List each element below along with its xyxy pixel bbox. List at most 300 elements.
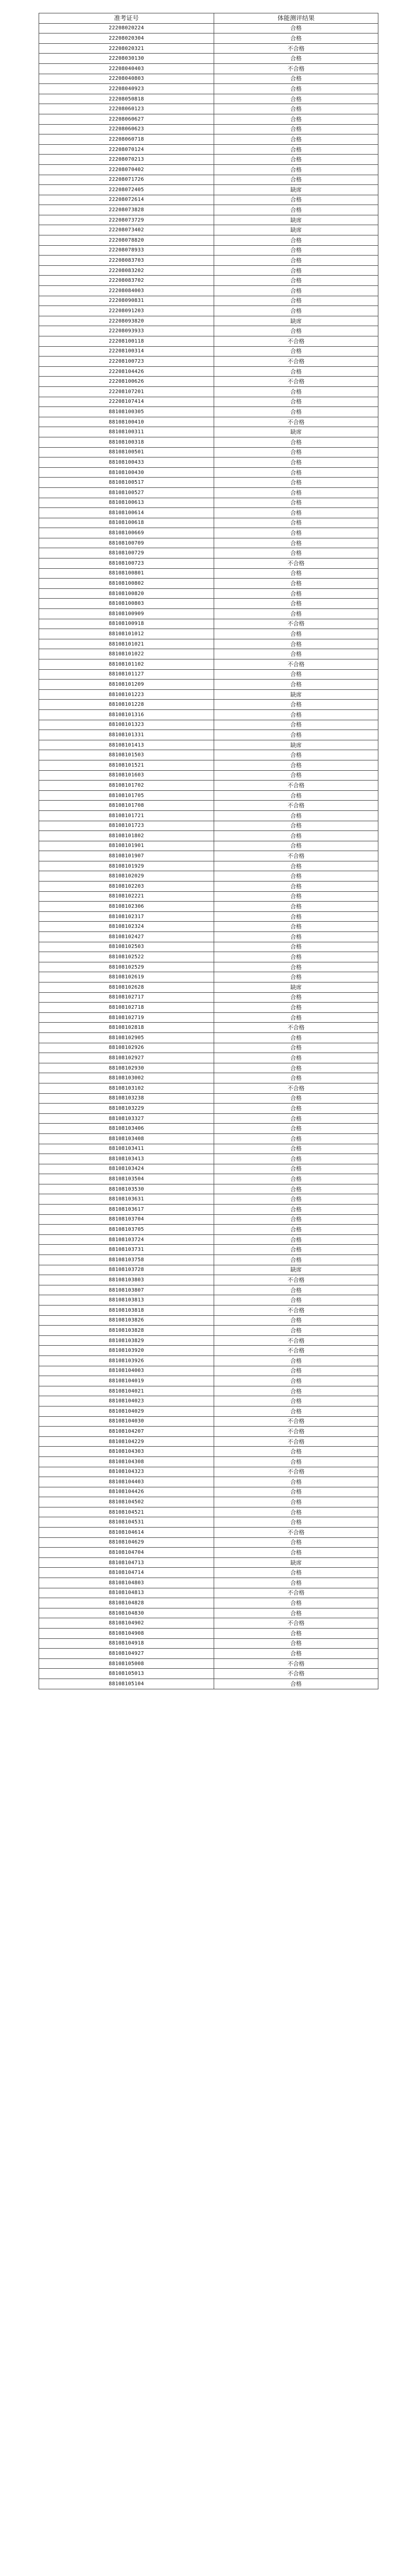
exam-id-cell: 88108103704 [39, 1214, 214, 1225]
table-row [39, 155, 378, 165]
result-cell: 合格 [214, 1487, 378, 1497]
table-row [39, 357, 378, 367]
table-row [39, 1133, 378, 1144]
result-cell: 合格 [214, 1315, 378, 1326]
table-row [39, 1174, 378, 1184]
table-row [39, 104, 378, 114]
exam-id-cell: 88108100723 [39, 558, 214, 569]
table-row [39, 801, 378, 811]
table-row [39, 1578, 378, 1588]
exam-id-cell: 88108104908 [39, 1629, 214, 1639]
table-row [39, 1427, 378, 1437]
table-row [39, 558, 378, 569]
exam-id-cell: 88108103731 [39, 1245, 214, 1255]
table-row [39, 1346, 378, 1356]
exam-id-cell: 22208070402 [39, 164, 214, 175]
exam-id-cell: 88108100501 [39, 447, 214, 457]
result-cell: 合格 [214, 1447, 378, 1457]
exam-id-cell: 88108102427 [39, 932, 214, 942]
exam-id-cell: 88108100669 [39, 528, 214, 538]
exam-id-cell: 22208060623 [39, 124, 214, 134]
result-cell: 缺席 [214, 740, 378, 750]
table-row [39, 1255, 378, 1265]
table-row [39, 882, 378, 892]
table-row [39, 1275, 378, 1285]
table-row [39, 599, 378, 609]
result-cell: 不合格 [214, 1658, 378, 1669]
result-cell: 缺席 [214, 1557, 378, 1568]
result-cell: 合格 [214, 1133, 378, 1144]
exam-id-cell: 88108102818 [39, 1023, 214, 1033]
exam-id-cell: 22208104426 [39, 366, 214, 377]
result-cell: 合格 [214, 235, 378, 246]
result-cell: 不合格 [214, 377, 378, 387]
table-row [39, 1638, 378, 1649]
table-row [39, 225, 378, 235]
result-cell: 不合格 [214, 1023, 378, 1033]
table-row [39, 1436, 378, 1447]
table-row [39, 962, 378, 972]
table-row [39, 1063, 378, 1073]
result-cell: 缺席 [214, 427, 378, 437]
exam-id-cell: 88108100801 [39, 568, 214, 579]
table-row [39, 528, 378, 538]
result-cell: 合格 [214, 1638, 378, 1649]
exam-id-cell: 22208060718 [39, 134, 214, 145]
result-cell: 合格 [214, 700, 378, 710]
exam-id-cell: 88108104303 [39, 1447, 214, 1457]
exam-id-cell: 88108102203 [39, 882, 214, 892]
exam-id-cell: 88108101721 [39, 810, 214, 821]
table-row [39, 1315, 378, 1326]
table-row [39, 1588, 378, 1598]
exam-id-cell: 88108103413 [39, 1154, 214, 1164]
exam-id-cell: 88108101102 [39, 659, 214, 670]
table-row [39, 740, 378, 750]
results-table [39, 13, 378, 1689]
exam-id-cell: 22208040403 [39, 63, 214, 74]
table-row [39, 579, 378, 589]
result-cell: 合格 [214, 54, 378, 64]
exam-id-cell: 88108100909 [39, 609, 214, 619]
exam-id-cell: 88108102324 [39, 922, 214, 932]
exam-id-cell: 88108101702 [39, 781, 214, 791]
result-cell: 合格 [214, 790, 378, 801]
table-row [39, 680, 378, 690]
table-row [39, 296, 378, 306]
result-cell: 合格 [214, 568, 378, 579]
exam-id-cell: 88108100802 [39, 579, 214, 589]
exam-id-cell: 88108104828 [39, 1598, 214, 1608]
table-row [39, 54, 378, 64]
exam-id-cell: 22208073828 [39, 205, 214, 215]
result-cell: 不合格 [214, 558, 378, 569]
result-cell: 合格 [214, 326, 378, 336]
exam-id-cell: 88108101127 [39, 669, 214, 680]
exam-id-cell: 88108103803 [39, 1275, 214, 1285]
result-cell: 合格 [214, 942, 378, 952]
exam-id-cell: 88108104003 [39, 1366, 214, 1376]
exam-id-cell: 22208072614 [39, 195, 214, 205]
table-row [39, 810, 378, 821]
result-cell: 合格 [214, 94, 378, 104]
table-row [39, 256, 378, 266]
table-row [39, 1649, 378, 1659]
result-cell: 合格 [214, 932, 378, 942]
table-row [39, 669, 378, 680]
exam-id-cell: 88108103813 [39, 1295, 214, 1306]
table-row [39, 518, 378, 528]
result-cell: 合格 [214, 1537, 378, 1548]
table-row [39, 781, 378, 791]
result-cell: 合格 [214, 528, 378, 538]
result-cell: 合格 [214, 265, 378, 276]
table-row [39, 871, 378, 882]
exam-id-cell: 88108101503 [39, 750, 214, 760]
result-cell: 合格 [214, 1649, 378, 1659]
exam-id-cell: 88108105104 [39, 1679, 214, 1689]
result-cell: 不合格 [214, 781, 378, 791]
table-row [39, 1598, 378, 1608]
table-row [39, 487, 378, 498]
table-row [39, 609, 378, 619]
table-row [39, 1568, 378, 1578]
exam-id-cell: 88108103408 [39, 1133, 214, 1144]
result-cell: 不合格 [214, 1588, 378, 1598]
table-row [39, 649, 378, 659]
table-row [39, 1144, 378, 1154]
result-cell: 不合格 [214, 1436, 378, 1447]
result-cell: 合格 [214, 467, 378, 478]
exam-id-cell: 88108104629 [39, 1537, 214, 1548]
exam-id-cell: 88108103818 [39, 1306, 214, 1316]
result-cell: 合格 [214, 1012, 378, 1023]
result-cell: 合格 [214, 1355, 378, 1366]
result-cell: 不合格 [214, 1275, 378, 1285]
exam-id-cell: 22208083703 [39, 256, 214, 266]
result-cell: 合格 [214, 104, 378, 114]
exam-id-cell: 88108103504 [39, 1174, 214, 1184]
result-cell: 不合格 [214, 659, 378, 670]
result-cell: 合格 [214, 397, 378, 407]
exam-id-cell: 88108100709 [39, 538, 214, 548]
exam-id-cell: 22208050818 [39, 94, 214, 104]
exam-id-cell: 88108101705 [39, 790, 214, 801]
table-row [39, 366, 378, 377]
table-row [39, 639, 378, 649]
exam-id-cell: 88108103102 [39, 1083, 214, 1093]
result-cell: 合格 [214, 629, 378, 639]
exam-id-cell: 22208083702 [39, 276, 214, 286]
table-row [39, 63, 378, 74]
exam-id-cell: 88108104308 [39, 1456, 214, 1467]
result-cell: 合格 [214, 680, 378, 690]
result-cell: 缺席 [214, 689, 378, 700]
exam-id-cell: 88108103530 [39, 1184, 214, 1194]
exam-id-cell: 88108105013 [39, 1669, 214, 1679]
exam-id-cell: 88108100410 [39, 417, 214, 427]
table-row [39, 326, 378, 336]
exam-id-cell: 88108102717 [39, 992, 214, 1003]
exam-id-cell: 88108103327 [39, 1113, 214, 1124]
table-row [39, 1396, 378, 1406]
result-cell: 合格 [214, 548, 378, 558]
exam-id-cell: 88108101223 [39, 689, 214, 700]
result-cell: 合格 [214, 1073, 378, 1083]
result-cell: 合格 [214, 1295, 378, 1306]
table-row [39, 215, 378, 225]
table-row [39, 720, 378, 730]
result-cell: 合格 [214, 1366, 378, 1376]
exam-id-cell: 88108102029 [39, 871, 214, 882]
exam-id-cell: 88108102306 [39, 902, 214, 912]
result-cell: 合格 [214, 871, 378, 882]
result-cell: 合格 [214, 1144, 378, 1154]
result-cell: 合格 [214, 1507, 378, 1517]
result-cell: 合格 [214, 609, 378, 619]
result-cell: 不合格 [214, 801, 378, 811]
table-row [39, 498, 378, 508]
result-cell: 合格 [214, 1608, 378, 1618]
exam-id-cell: 88108101012 [39, 629, 214, 639]
table-row [39, 982, 378, 993]
table-row [39, 235, 378, 246]
result-cell: 合格 [214, 518, 378, 528]
result-cell: 合格 [214, 1497, 378, 1507]
exam-id-cell: 88108104229 [39, 1436, 214, 1447]
table-row [39, 911, 378, 922]
table-row [39, 114, 378, 124]
result-cell: 合格 [214, 669, 378, 680]
result-cell: 合格 [214, 1386, 378, 1396]
table-row [39, 1548, 378, 1558]
result-cell: 合格 [214, 478, 378, 488]
table-row [39, 1477, 378, 1487]
exam-id-cell: 88108103424 [39, 1164, 214, 1174]
result-cell: 合格 [214, 882, 378, 892]
exam-id-cell: 22208093820 [39, 316, 214, 326]
result-cell: 合格 [214, 276, 378, 286]
exam-id-cell: 88108102522 [39, 952, 214, 962]
exam-id-cell: 88108104531 [39, 1517, 214, 1528]
result-cell: 合格 [214, 1043, 378, 1053]
result-cell: 不合格 [214, 1669, 378, 1679]
table-row [39, 1245, 378, 1255]
result-cell: 合格 [214, 144, 378, 155]
exam-id-cell: 22208071726 [39, 175, 214, 185]
exam-id-cell: 88108100433 [39, 457, 214, 468]
result-cell: 合格 [214, 245, 378, 256]
results-sheet [39, 13, 378, 1689]
header-result: 体能测评结果 [214, 13, 378, 24]
table-row [39, 43, 378, 54]
result-cell: 合格 [214, 831, 378, 841]
result-cell: 合格 [214, 457, 378, 468]
result-cell: 合格 [214, 84, 378, 94]
table-row [39, 377, 378, 387]
table-row [39, 1234, 378, 1245]
table-row [39, 1406, 378, 1416]
exam-id-cell: 88108104927 [39, 1649, 214, 1659]
exam-id-cell: 88108105008 [39, 1658, 214, 1669]
result-cell: 合格 [214, 1053, 378, 1063]
exam-id-cell: 88108103411 [39, 1144, 214, 1154]
table-row [39, 1355, 378, 1366]
exam-id-cell: 88108101901 [39, 841, 214, 851]
result-cell: 合格 [214, 1104, 378, 1114]
result-cell: 合格 [214, 1124, 378, 1134]
table-row [39, 709, 378, 720]
exam-id-cell: 22208093933 [39, 326, 214, 336]
table-row [39, 306, 378, 316]
table-row [39, 851, 378, 861]
exam-id-cell: 88108100729 [39, 548, 214, 558]
table-row [39, 457, 378, 468]
result-cell: 合格 [214, 23, 378, 33]
result-cell: 缺席 [214, 1265, 378, 1275]
exam-id-cell: 22208100118 [39, 336, 214, 347]
exam-id-cell: 88108102926 [39, 1043, 214, 1053]
exam-id-cell: 88108104426 [39, 1487, 214, 1497]
table-row [39, 1043, 378, 1053]
result-cell: 不合格 [214, 357, 378, 367]
table-row [39, 94, 378, 104]
result-cell: 合格 [214, 1396, 378, 1406]
table-row [39, 467, 378, 478]
result-cell: 合格 [214, 124, 378, 134]
table-row [39, 861, 378, 871]
exam-id-cell: 22208107414 [39, 397, 214, 407]
result-cell: 合格 [214, 538, 378, 548]
exam-id-cell: 88108101021 [39, 639, 214, 649]
table-row [39, 1285, 378, 1295]
table-row [39, 659, 378, 670]
result-cell: 合格 [214, 750, 378, 760]
result-cell: 合格 [214, 730, 378, 740]
result-cell: 不合格 [214, 1083, 378, 1093]
table-row [39, 1669, 378, 1679]
result-cell: 不合格 [214, 1618, 378, 1629]
table-row [39, 245, 378, 256]
exam-id-cell: 88108104030 [39, 1416, 214, 1427]
table-row [39, 397, 378, 407]
exam-id-cell: 88108103238 [39, 1093, 214, 1104]
result-cell: 合格 [214, 447, 378, 457]
exam-id-cell: 88108101929 [39, 861, 214, 871]
result-cell: 合格 [214, 1174, 378, 1184]
exam-id-cell: 22208040923 [39, 84, 214, 94]
table-row [39, 1023, 378, 1033]
table-row [39, 1104, 378, 1114]
result-cell: 不合格 [214, 43, 378, 54]
result-cell: 合格 [214, 74, 378, 84]
result-cell: 合格 [214, 498, 378, 508]
table-row [39, 730, 378, 740]
exam-id-cell: 88108101316 [39, 709, 214, 720]
exam-id-cell: 88108101521 [39, 760, 214, 770]
result-cell: 合格 [214, 911, 378, 922]
result-cell: 合格 [214, 437, 378, 447]
exam-id-cell: 88108100613 [39, 498, 214, 508]
table-row [39, 74, 378, 84]
exam-id-cell: 22208100314 [39, 346, 214, 357]
table-row [39, 902, 378, 912]
table-row [39, 316, 378, 326]
exam-id-cell: 88108102930 [39, 1063, 214, 1073]
exam-id-cell: 22208100626 [39, 377, 214, 387]
result-cell: 合格 [214, 155, 378, 165]
exam-id-cell: 88108104029 [39, 1406, 214, 1416]
exam-id-cell: 22208020304 [39, 33, 214, 44]
exam-id-cell: 88108104813 [39, 1588, 214, 1598]
result-cell: 合格 [214, 902, 378, 912]
result-cell: 合格 [214, 306, 378, 316]
table-row [39, 1073, 378, 1083]
result-cell: 合格 [214, 1093, 378, 1104]
table-row [39, 770, 378, 781]
exam-id-cell: 88108102719 [39, 1012, 214, 1023]
exam-id-cell: 88108104918 [39, 1638, 214, 1649]
table-row [39, 124, 378, 134]
exam-id-cell: 88108101209 [39, 680, 214, 690]
table-row [39, 1164, 378, 1174]
result-cell: 合格 [214, 296, 378, 306]
table-row [39, 821, 378, 831]
exam-id-cell: 88108102503 [39, 942, 214, 952]
exam-id-cell: 88108104021 [39, 1386, 214, 1396]
result-cell: 合格 [214, 579, 378, 589]
exam-id-cell: 88108104713 [39, 1557, 214, 1568]
result-cell: 合格 [214, 164, 378, 175]
exam-id-cell: 22208078933 [39, 245, 214, 256]
result-cell: 合格 [214, 810, 378, 821]
result-cell: 缺席 [214, 215, 378, 225]
result-cell: 合格 [214, 1629, 378, 1639]
result-cell: 合格 [214, 1214, 378, 1225]
table-row [39, 417, 378, 427]
table-row [39, 1629, 378, 1639]
exam-id-cell: 88108102529 [39, 962, 214, 972]
result-cell: 合格 [214, 1517, 378, 1528]
result-cell: 不合格 [214, 619, 378, 629]
result-cell: 不合格 [214, 1427, 378, 1437]
table-row [39, 205, 378, 215]
exam-id-cell: 22208040803 [39, 74, 214, 84]
result-cell: 合格 [214, 407, 378, 417]
table-row [39, 891, 378, 902]
exam-id-cell: 88108101323 [39, 720, 214, 730]
table-row [39, 942, 378, 952]
header-row [39, 13, 378, 24]
table-row [39, 84, 378, 94]
result-cell: 合格 [214, 256, 378, 266]
exam-id-cell: 88108104207 [39, 1427, 214, 1437]
result-cell: 合格 [214, 962, 378, 972]
exam-id-cell: 22208084003 [39, 286, 214, 296]
table-row [39, 1053, 378, 1063]
result-cell: 合格 [214, 972, 378, 982]
result-cell: 合格 [214, 1326, 378, 1336]
table-row [39, 548, 378, 558]
table-row [39, 1012, 378, 1023]
result-cell: 不合格 [214, 1306, 378, 1316]
exam-id-cell: 22208060627 [39, 114, 214, 124]
result-cell: 不合格 [214, 417, 378, 427]
table-row [39, 1184, 378, 1194]
exam-id-cell: 22208078820 [39, 235, 214, 246]
table-row [39, 1265, 378, 1275]
result-cell: 合格 [214, 386, 378, 397]
